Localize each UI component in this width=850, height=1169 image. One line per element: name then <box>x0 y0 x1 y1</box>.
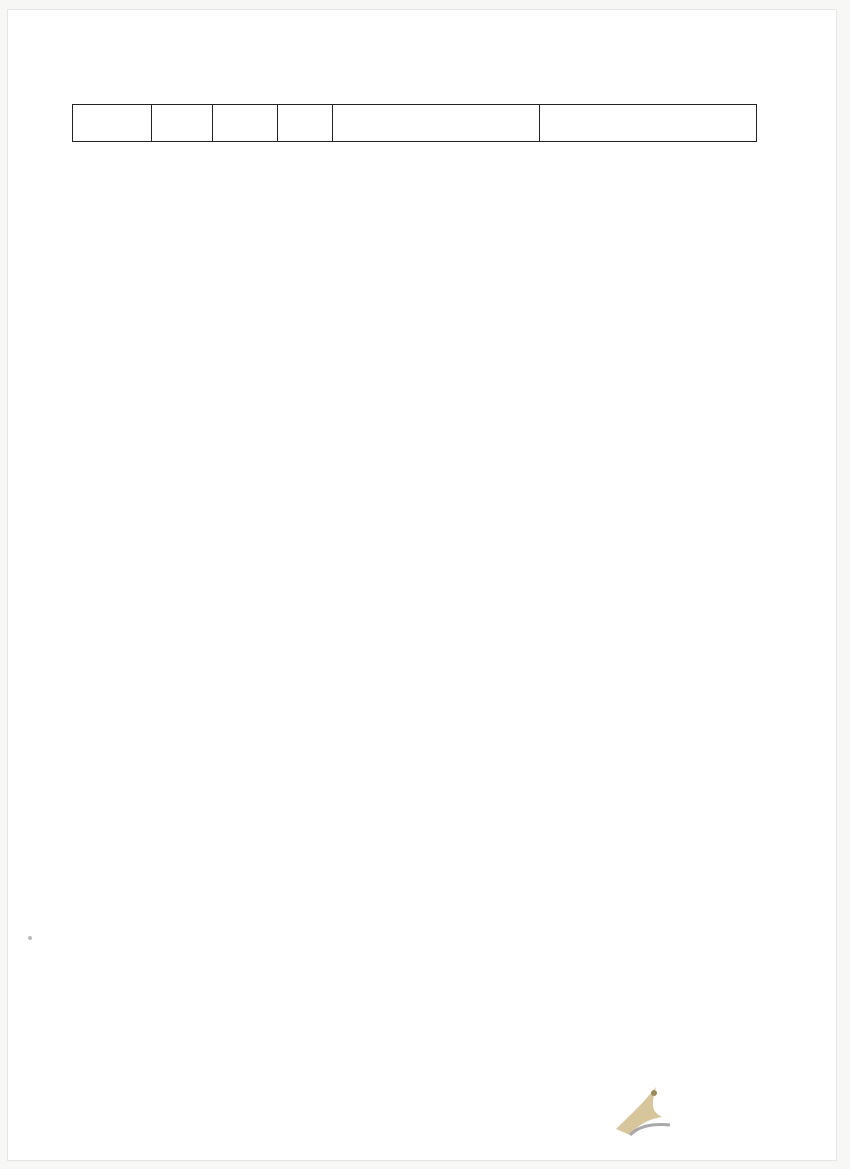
pigeon-logo-icon <box>610 1077 676 1141</box>
table-header <box>333 105 540 142</box>
table-header-row <box>73 105 757 142</box>
table-header <box>540 105 757 142</box>
scan-speck <box>28 936 32 940</box>
table-header <box>278 105 333 142</box>
site-watermark <box>610 1077 810 1147</box>
table-header <box>213 105 278 142</box>
scanned-page <box>8 10 836 1160</box>
document-body <box>60 100 780 142</box>
table-header <box>73 105 152 142</box>
table-header <box>152 105 213 142</box>
training-schedule-table <box>72 104 757 142</box>
